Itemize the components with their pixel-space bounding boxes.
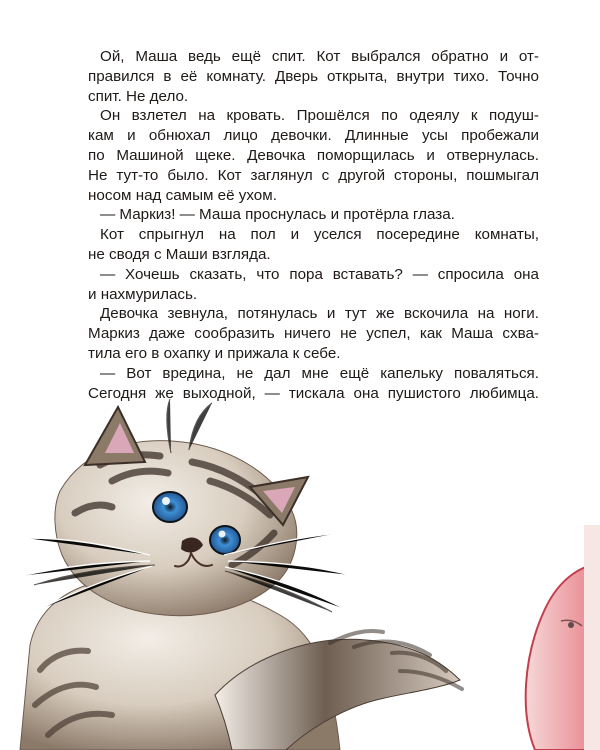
text-line: Ой, Маша ведь ещё спит. Кот выбрался обратно и от- bbox=[100, 48, 539, 65]
text-line: тила его в охапку и прижала к себе. bbox=[88, 344, 341, 362]
story-text bbox=[88, 47, 539, 403]
text-line: Сегодня же выходной, — тискала она пушистого любимца. bbox=[88, 384, 539, 402]
paragraph-3 bbox=[88, 205, 539, 225]
paragraph-1 bbox=[88, 47, 539, 106]
paragraph-4 bbox=[88, 225, 539, 265]
text-line: спит. Не дело. bbox=[88, 87, 189, 105]
left-eye bbox=[153, 492, 187, 522]
cat-head bbox=[55, 441, 297, 616]
text-line: правился в её комнату. Дверь открыта, внутри тихо. Точно bbox=[88, 67, 539, 85]
text-line: Кот спрыгнул на пол и уселся посередине комнаты, bbox=[100, 226, 539, 244]
text-line: Он взлетел на кровать. Прошёлся по одеялу к подуш- bbox=[100, 107, 539, 125]
paragraph-6 bbox=[88, 304, 539, 363]
text-line: Маркиз даже сообразить ничего не успел, как Маша схва- bbox=[88, 325, 539, 343]
text-line: — Вот вредина, не дал мне ещё капельку поваляться. bbox=[100, 364, 539, 382]
text-line: и нахмурилась. bbox=[88, 285, 198, 303]
page-edge bbox=[584, 525, 600, 750]
text-line: кам и обнюхал лицо девочки. Длинные усы пробежали bbox=[88, 127, 539, 145]
text-line: — Маркиз! — Маша проснулась и протёрла глаза. bbox=[100, 206, 455, 224]
text-line: по Машиной щеке. Девочка поморщилась и отвернулась. bbox=[88, 146, 539, 164]
paragraph-2 bbox=[88, 106, 539, 205]
text-line: Не тут-то было. Кот заглянул с другой стороны, пошмыгал bbox=[88, 166, 539, 184]
cat-illustration bbox=[0, 395, 600, 750]
paragraph-5 bbox=[88, 265, 539, 305]
right-eye bbox=[210, 526, 240, 554]
text-line: Девочка зевнула, потянулась и тут же вскочила на ноги. bbox=[100, 305, 539, 323]
text-line: носом над самым её ухом. bbox=[88, 186, 277, 204]
text-line: не сводя с Маши взгляда. bbox=[88, 245, 271, 263]
text-line: — Хочешь сказать, что пора вставать? — спросила она bbox=[100, 265, 539, 283]
